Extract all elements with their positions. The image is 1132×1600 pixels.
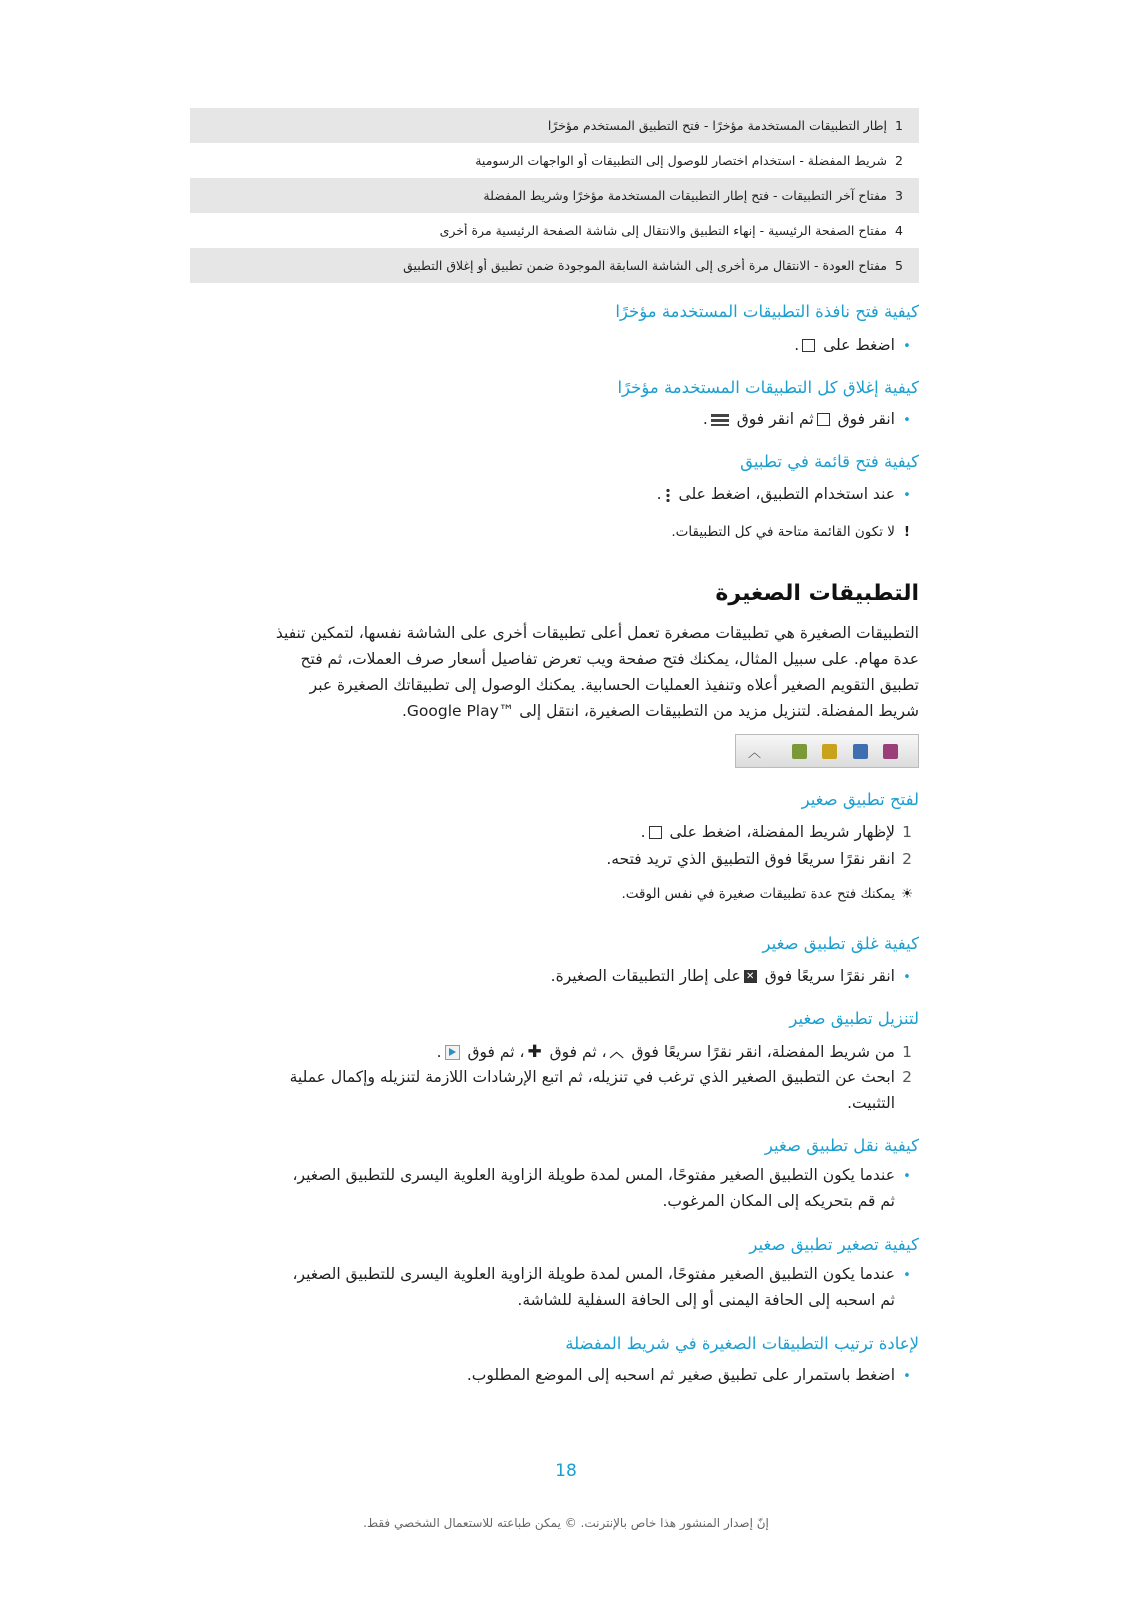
legend-number: 1 <box>895 118 903 133</box>
recent-apps-square-icon <box>817 413 830 426</box>
note-text: لا تكون القائمة متاحة في كل التطبيقات. <box>671 524 895 540</box>
heading-close-all-recent: كيفية إغلاق كل التطبيقات المستخدمة مؤخرًا <box>617 378 919 397</box>
bullet-text: . <box>656 485 662 503</box>
step-2-continued: التثبيت. <box>847 1094 895 1112</box>
paragraph-line: تطبيق التقويم الصغير أعلاه وتنفيذ العمليات الحسابية. يمكنك الوصول إلى تطبيقاتك الصغيرة عبر <box>309 676 919 694</box>
paragraph-line: شريط المفضلة. لتنزيل مزيد من التطبيقات الصغيرة، انتقل إلى ™Google Play. <box>401 702 919 720</box>
step-number: 1 <box>902 1043 912 1061</box>
heading-download-small-app: لتنزيل تطبيق صغير <box>789 1009 919 1028</box>
step-text: ، ثم فوق <box>467 1043 525 1061</box>
heading-open-recent: كيفية فتح نافذة التطبيقات المستخدمة مؤخرًا <box>615 302 919 321</box>
legend-text: مفتاح العودة - الانتقال مرة أخرى إلى الشاشة السابقة الموجودة ضمن تطبيق أو إغلاق التطبيق <box>403 258 887 273</box>
bullet-dot-icon: • <box>903 970 911 985</box>
bullet-dot-icon: • <box>903 1268 911 1283</box>
legend-number: 5 <box>895 258 903 273</box>
page-number: 18 <box>555 1461 577 1481</box>
step-2 <box>290 1068 919 1086</box>
heading-open-small-app: لفتح تطبيق صغير <box>801 790 919 809</box>
bullet-dot-icon: • <box>903 1369 911 1384</box>
step-1 <box>641 823 919 841</box>
bullet-text: . <box>794 336 800 354</box>
small-app-icon <box>883 744 898 759</box>
small-app-icon <box>792 744 807 759</box>
note-menu-availability <box>671 524 919 540</box>
bullet-continued: ثم اسحبه إلى الحافة اليمنى أو إلى الحافة السفلية للشاشة. <box>517 1291 895 1309</box>
close-x-icon: ✕ <box>744 970 757 983</box>
legend-row <box>190 213 919 248</box>
step-number: 2 <box>902 1068 912 1086</box>
section-title: التطبيقات الصغيرة <box>715 581 919 606</box>
legend-row <box>190 178 919 213</box>
bullet-text: ثم انقر فوق <box>736 410 814 428</box>
small-apps-bar-illustration <box>735 734 919 768</box>
step-text: لإظهار شريط المفضلة، اضغط على <box>669 823 895 841</box>
heading-rearrange-small-apps: لإعادة ترتيب التطبيقات الصغيرة في شريط المفضلة <box>565 1334 919 1353</box>
heading-open-menu: كيفية فتح قائمة في تطبيق <box>740 452 919 471</box>
bullet-dot-icon: • <box>903 413 911 428</box>
legend-row <box>190 248 919 283</box>
play-store-icon <box>445 1045 460 1060</box>
legend-number: 4 <box>895 223 903 238</box>
recent-apps-square-icon <box>802 339 815 352</box>
step-text: ابحث عن التطبيق الصغير الذي ترغب في تنزيله، ثم اتبع الإرشادات اللازمة لتنزيله وإكمال عملية <box>289 1068 895 1086</box>
paragraph-line: التطبيقات الصغيرة هي تطبيقات مصغرة تعمل أعلى تطبيقات أخرى على الشاشة نفسها، لتمكين تنفيذ <box>275 624 919 642</box>
step-text: . <box>640 823 646 841</box>
close-all-stack-icon <box>711 414 729 426</box>
bullet-text: انقر نقرًا سريعًا فوق <box>764 967 895 985</box>
menu-dots-icon <box>666 488 670 502</box>
bullet-dot-icon: • <box>903 339 911 354</box>
bullet-close-all <box>703 410 919 428</box>
bullet-text: على إطار التطبيقات الصغيرة. <box>550 967 741 985</box>
bullet-text: عندما يكون التطبيق الصغير مفتوحًا، المس لمدة طويلة الزاوية العلوية اليسرى للتطبيق الصغير، <box>292 1265 895 1283</box>
step-2 <box>606 850 919 868</box>
bullet-open-recent <box>794 336 919 354</box>
legend-number: 3 <box>895 188 903 203</box>
bullet-text: اضغط باستمرار على تطبيق صغير ثم اسحبه إلى الموضع المطلوب. <box>466 1366 895 1384</box>
bullet-dot-icon: • <box>903 1169 911 1184</box>
step-number: 2 <box>902 850 912 868</box>
bullet-minimize-small-app <box>293 1265 919 1283</box>
heading-move-small-app: كيفية نقل تطبيق صغير <box>764 1136 919 1155</box>
legend-number: 2 <box>895 153 903 168</box>
heading-minimize-small-app: كيفية تصغير تطبيق صغير <box>749 1235 919 1254</box>
bullet-rearrange <box>467 1366 919 1384</box>
bullet-text: عند استخدام التطبيق، اضغط على <box>678 485 895 503</box>
small-app-icon <box>822 744 837 759</box>
bullet-text: عندما يكون التطبيق الصغير مفتوحًا، المس لمدة طويلة الزاوية العلوية اليسرى للتطبيق الصغير، <box>292 1166 895 1184</box>
step-text: من شريط المفضلة، انقر نقرًا سريعًا فوق <box>631 1043 895 1061</box>
bullet-text: انقر فوق <box>837 410 895 428</box>
tip-text: يمكنك فتح عدة تطبيقات صغيرة في نفس الوقت. <box>621 886 895 902</box>
bullet-open-menu <box>657 485 919 503</box>
bullet-text: . <box>702 410 708 428</box>
bullet-continued: ثم قم بتحريكه إلى المكان المرغوب. <box>662 1192 895 1210</box>
bullet-close-small-app <box>551 967 919 985</box>
chevron-up-icon: ︿ <box>748 746 762 761</box>
legend-row <box>190 143 919 178</box>
bullet-text: اضغط على <box>823 336 895 354</box>
legend-text: شريط المفضلة - استخدام اختصار للوصول إلى التطبيقات أو الواجهات الرسومية <box>475 153 887 168</box>
legend-row <box>190 108 919 143</box>
step-text: انقر نقرًا سريعًا فوق التطبيق الذي تريد فتحه. <box>606 850 895 868</box>
heading-close-small-app: كيفية غلق تطبيق صغير <box>762 934 919 953</box>
bullet-move-small-app <box>293 1166 919 1184</box>
step-text: ، ثم فوق <box>549 1043 607 1061</box>
chevron-up-icon: ︿ <box>609 1045 624 1061</box>
bullet-dot-icon: • <box>903 488 911 503</box>
tip <box>621 886 919 902</box>
small-app-icon <box>853 744 868 759</box>
legend-text: إطار التطبيقات المستخدمة مؤخرًا - فتح التطبيق المستخدم مؤخرًا <box>547 118 887 133</box>
plus-icon: ✚ <box>527 1042 542 1062</box>
legend-text: مفتاح آخر التطبيقات - فتح إطار التطبيقات المستخدمة مؤخرًا وشريط المفضلة <box>483 188 887 203</box>
step-1 <box>437 1042 919 1062</box>
recent-apps-square-icon <box>649 826 662 839</box>
lightbulb-icon: ☀ <box>900 886 914 902</box>
footer-notice: إنّ إصدار المنشور هذا خاص بالإنترنت. © يمكن طباعته للاستعمال الشخصي فقط. <box>363 1516 769 1530</box>
step-text: . <box>436 1043 442 1061</box>
legend-text: مفتاح الصفحة الرئيسية - إنهاء التطبيق والانتقال إلى شاشة الصفحة الرئيسية مرة أخرى <box>439 223 887 238</box>
paragraph-line: عدة مهام. على سبيل المثال، يمكنك فتح صفحة ويب تعرض تفاصيل أسعار صرف العملات، ثم فتح <box>300 650 919 668</box>
legend-table <box>190 108 919 283</box>
exclamation-icon: ! <box>903 524 911 540</box>
step-number: 1 <box>902 823 912 841</box>
